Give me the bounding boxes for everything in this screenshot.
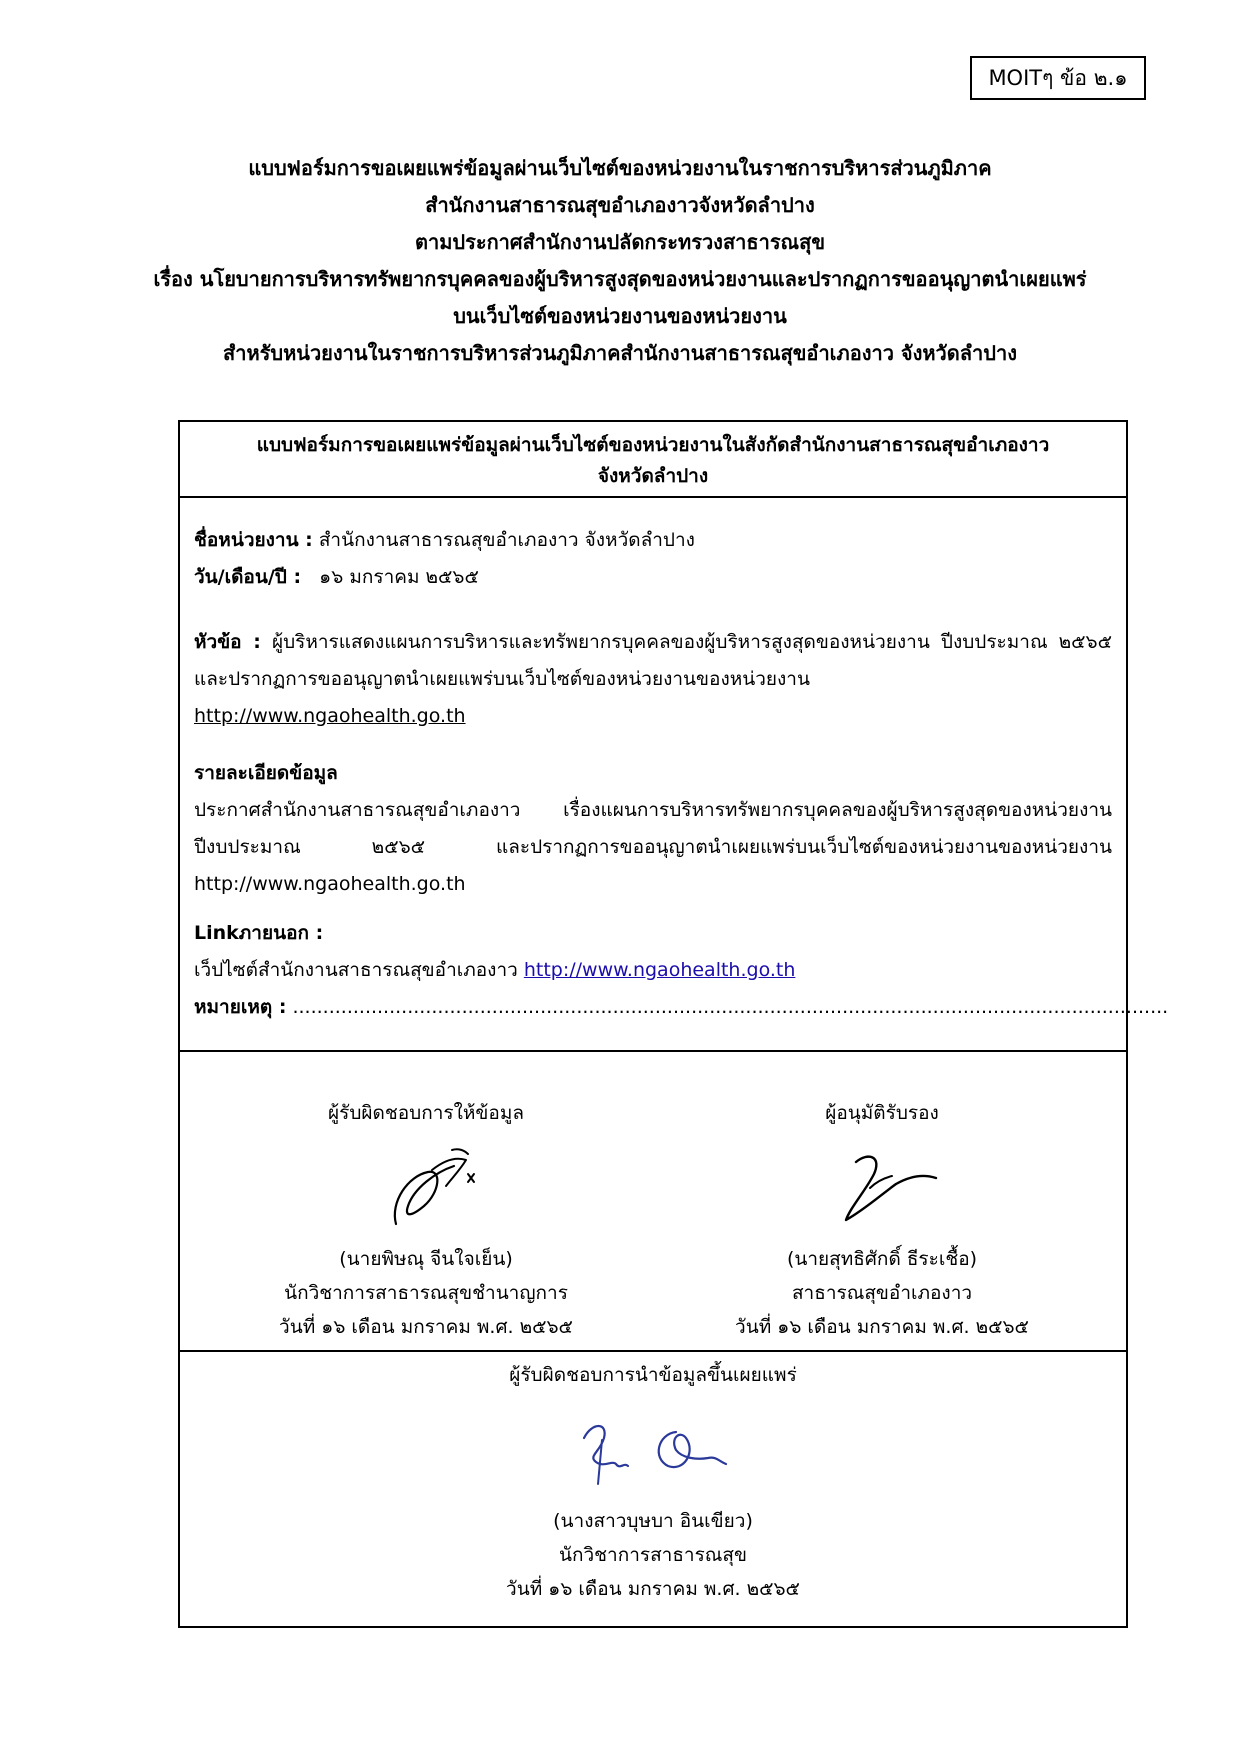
approver-signature: [672, 1130, 1092, 1242]
signature-section: [180, 1052, 1126, 1352]
header-line-2: สำนักงานสาธารณสุขอำเภองาวจังหวัดลำปาง: [425, 193, 815, 217]
topic-link[interactable]: http://www.ngaohealth.go.th: [194, 705, 466, 727]
form-title-line-1: แบบฟอร์มการขอเผยแพร่ข้อมูลผ่านเว็บไซต์ของหน่วยงานในสังกัดสำนักงานสาธารณสุขอำเภองาว: [256, 434, 1050, 456]
info-provider-signer: [216, 1096, 636, 1344]
form-title-line-2: จังหวัดลำปาง: [597, 465, 709, 487]
approver-name: (นายสุทธิศักดิ์ ธีระเชื้อ): [786, 1248, 978, 1270]
external-link-label: Linkภายนอก :: [194, 922, 324, 944]
approver-position: สาธารณสุขอำเภองาว: [791, 1282, 973, 1304]
external-link[interactable]: http://www.ngaohealth.go.th: [523, 959, 796, 981]
info-provider-signature: [216, 1130, 636, 1242]
header-line-5: บนเว็บไซต์ของหน่วยงานของหน่วยงาน: [453, 304, 787, 328]
external-link-row: [194, 952, 1112, 989]
info-provider-role: ผู้รับผิดชอบการให้ข้อมูล: [328, 1102, 524, 1124]
header-line-3: ตามประกาศสำนักงานปลัดกระทรวงสาธารณสุข: [414, 230, 825, 254]
unit-label: ชื่อหน่วยงาน :: [194, 529, 313, 551]
external-link-prefix: เว็ปไซต์สำนักงานสาธารณสุขอำเภองาว: [194, 959, 518, 981]
publication-form: [178, 420, 1169, 1628]
note-row: [194, 989, 1169, 1026]
topic-label: หัวข้อ :: [194, 631, 261, 653]
form-title: [180, 422, 1126, 498]
header-line-4: เรื่อง นโยบายการบริหารทรัพยากรบุคคลของผู้บริหารสูงสุดของหน่วยงานและปรากฏการขออนุญาตนำเผยแพร่: [153, 267, 1087, 291]
approver-signer: [672, 1096, 1092, 1344]
unit-value: สำนักงานสาธารณสุขอำเภองาว จังหวัดลำปาง: [318, 529, 695, 551]
publisher-signature: [180, 1392, 1126, 1504]
unit-row: [194, 522, 1112, 559]
header-line-1: แบบฟอร์มการขอเผยแพร่ข้อมูลผ่านเว็บไซต์ของหน่วยงานในราชการบริหารส่วนภูมิภาค: [248, 156, 992, 180]
topic-paragraph: [194, 624, 1112, 698]
publisher-name: (นางสาวบุษบา อินเขียว): [553, 1510, 753, 1532]
publisher-role: ผู้รับผิดชอบการนำข้อมูลขึ้นเผยแพร่: [509, 1364, 797, 1386]
publisher-date: วันที่ ๑๖ เดือน มกราคม พ.ศ. ๒๕๖๕: [506, 1578, 800, 1600]
detail-value: ประกาศสำนักงานสาธารณสุขอำเภองาว เรื่องแผนการบริหารทรัพยากรบุคคลของผู้บริหารสูงสุดของหน่วยงาน ปีงบประมาณ ๒๕๖๕ และปรากฏการขออนุญาตนำเผยแพร่บนเว็บไซต์ของหน่วยงานของหน่วยงาน http://www.ngaohealth.go.th: [194, 799, 1112, 895]
info-provider-date: วันที่ ๑๖ เดือน มกราคม พ.ศ. ๒๕๖๕: [279, 1316, 573, 1338]
header-line-6: สำหรับหน่วยงานในราชการบริหารส่วนภูมิภาคสำนักงานสาธารณสุขอำเภองาว จังหวัดลำปาง: [223, 341, 1017, 365]
approver-date: วันที่ ๑๖ เดือน มกราคม พ.ศ. ๒๕๖๕: [735, 1316, 1029, 1338]
form-details: [180, 498, 1169, 1052]
approver-role: ผู้อนุมัติรับรอง: [825, 1102, 939, 1124]
note-label: หมายเหตุ :: [194, 996, 287, 1018]
info-provider-position: นักวิชาการสาธารณสุขชำนาญการ: [284, 1282, 568, 1304]
date-value: ๑๖ มกราคม ๒๕๖๕: [319, 566, 479, 588]
document-header: [0, 150, 1240, 372]
note-dots: .................................................................................................................................................: [292, 996, 1169, 1018]
topic-value: ผู้บริหารแสดงแผนการบริหารและทรัพยากรบุคคลของผู้บริหารสูงสุดของหน่วยงาน ปีงบประมาณ ๒๕๖๕ และปรากฏการขออนุญาตนำเผยแพร่บนเว็บไซต์ของหน่วยงานของหน่วยงาน: [194, 631, 1113, 690]
publisher-section: [180, 1352, 1126, 1626]
document-code-box: [970, 56, 1146, 100]
info-provider-name: (นายพิษณุ จีนใจเย็น): [339, 1248, 513, 1270]
date-row: [194, 559, 1112, 596]
document-code: MOITๆ ข้อ ๒.๑: [988, 65, 1128, 90]
publisher-position: นักวิชาการสาธารณสุข: [558, 1544, 748, 1566]
date-label: วัน/เดือน/ปี :: [194, 566, 302, 588]
detail-label: รายละเอียดข้อมูล: [194, 762, 338, 784]
